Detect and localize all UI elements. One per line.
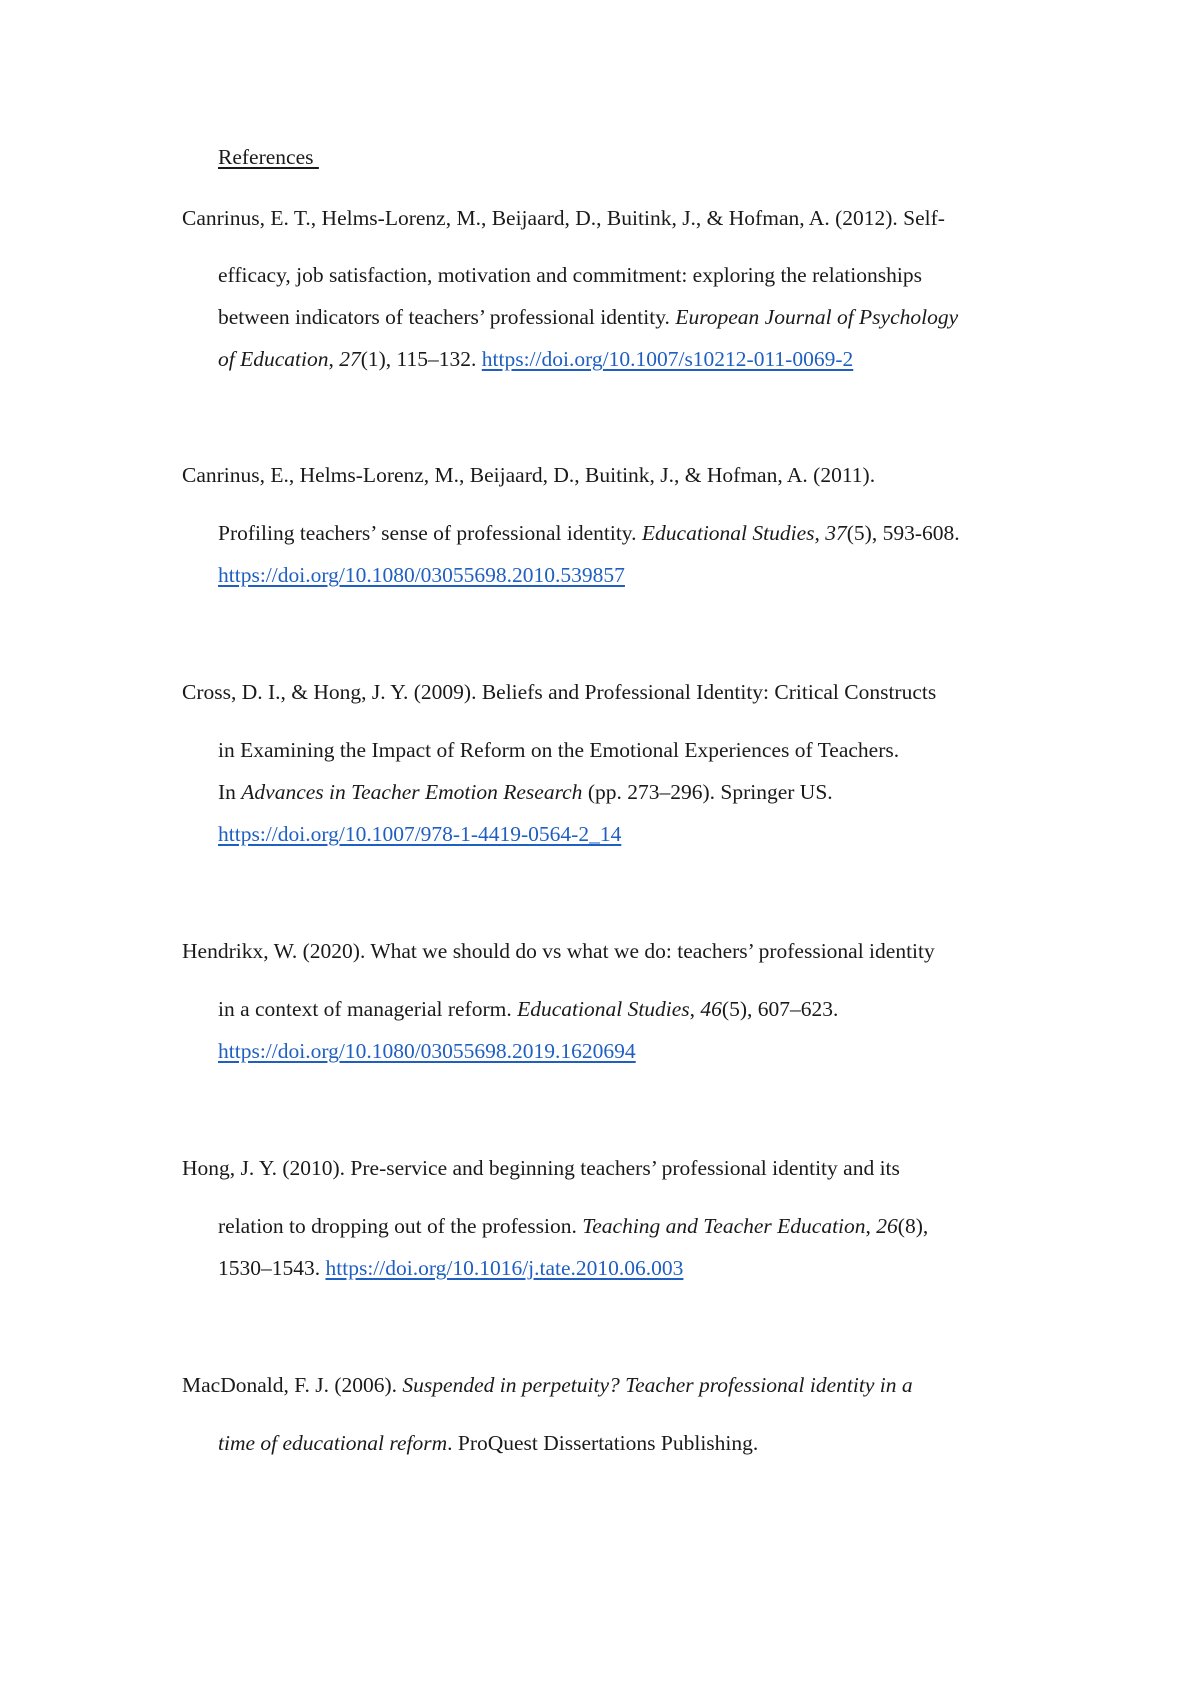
doi-link[interactable]: https://doi.org/10.1080/03055698.2010.539857 <box>218 563 625 587</box>
doi-link[interactable]: https://doi.org/10.1007/978-1-4419-0564-2_14 <box>218 822 622 846</box>
reference-text: , <box>328 347 340 371</box>
reference-line <box>218 1212 928 1240</box>
reference-text: In <box>218 780 242 804</box>
reference-text: , <box>814 521 826 545</box>
reference-line: efficacy, job satisfaction, motivation and commitment: exploring the relationships <box>218 263 922 287</box>
reference-text: between indicators of teachers’ professional identity. <box>218 305 676 329</box>
reference-line: Canrinus, E., Helms-Lorenz, M., Beijaard, D., Buitink, J., & Hofman, A. (2011). <box>182 463 876 487</box>
volume-number: 37 <box>825 521 847 545</box>
reference-line <box>218 1037 636 1065</box>
reference-text: (pp. 273–296). Springer US. <box>582 780 833 804</box>
reference-text: , <box>689 997 701 1021</box>
reference-text: . ProQuest Dissertations Publishing. <box>447 1431 759 1455</box>
journal-title: European Journal of Psychology <box>675 305 959 329</box>
reference-line <box>218 1254 683 1282</box>
doi-link[interactable]: https://doi.org/10.1016/j.tate.2010.06.003 <box>325 1256 684 1280</box>
doi-link[interactable]: https://doi.org/10.1080/03055698.2019.1620694 <box>218 1039 636 1063</box>
volume-number: 46 <box>700 997 722 1021</box>
reference-text: (5), 593-608. <box>846 521 960 545</box>
reference-text: (8), <box>897 1214 929 1238</box>
thesis-title: time of educational reform <box>218 1431 448 1455</box>
journal-title: Educational Studies <box>517 997 690 1021</box>
reference-text: in a context of managerial reform. <box>218 997 518 1021</box>
doi-link[interactable]: https://doi.org/10.1007/s10212-011-0069-2 <box>481 347 854 371</box>
reference-text: 1530–1543. <box>218 1256 326 1280</box>
reference-text: MacDonald, F. J. (2006). <box>182 1373 403 1397</box>
reference-line <box>218 561 625 589</box>
thesis-title: Suspended in perpetuity? Teacher professional identity in a <box>402 1373 913 1397</box>
reference-line <box>218 820 621 848</box>
reference-line <box>218 995 838 1023</box>
reference-line <box>218 519 960 547</box>
volume-number: 26 <box>876 1214 898 1238</box>
reference-line: in Examining the Impact of Reform on the Emotional Experiences of Teachers. <box>218 738 900 762</box>
journal-title: Educational Studies <box>641 521 815 545</box>
journal-title: Teaching and Teacher Education <box>582 1214 866 1238</box>
reference-line: Canrinus, E. T., Helms-Lorenz, M., Beijaard, D., Buitink, J., & Hofman, A. (2012). Self- <box>182 206 945 230</box>
references-heading: References <box>218 145 319 169</box>
journal-title: of Education <box>218 347 329 371</box>
reference-line: Hendrikx, W. (2020). What we should do vs what we do: teachers’ professional identity <box>182 939 935 963</box>
reference-line: Cross, D. I., & Hong, J. Y. (2009). Beliefs and Professional Identity: Critical Constructs <box>182 680 937 704</box>
reference-line <box>218 303 958 331</box>
reference-text: , <box>865 1214 877 1238</box>
reference-text: Profiling teachers’ sense of professional identity. <box>218 521 642 545</box>
reference-line <box>182 1371 913 1399</box>
reference-line: Hong, J. Y. (2010). Pre-service and beginning teachers’ professional identity and its <box>182 1156 900 1180</box>
reference-text: (1), 115–132. <box>360 347 482 371</box>
reference-text: relation to dropping out of the profession. <box>218 1214 583 1238</box>
reference-line <box>218 778 833 806</box>
reference-text: (5), 607–623. <box>721 997 839 1021</box>
book-title: Advances in Teacher Emotion Research <box>241 780 583 804</box>
volume-number: 27 <box>339 347 361 371</box>
reference-line <box>218 1429 758 1457</box>
reference-line <box>218 345 853 373</box>
